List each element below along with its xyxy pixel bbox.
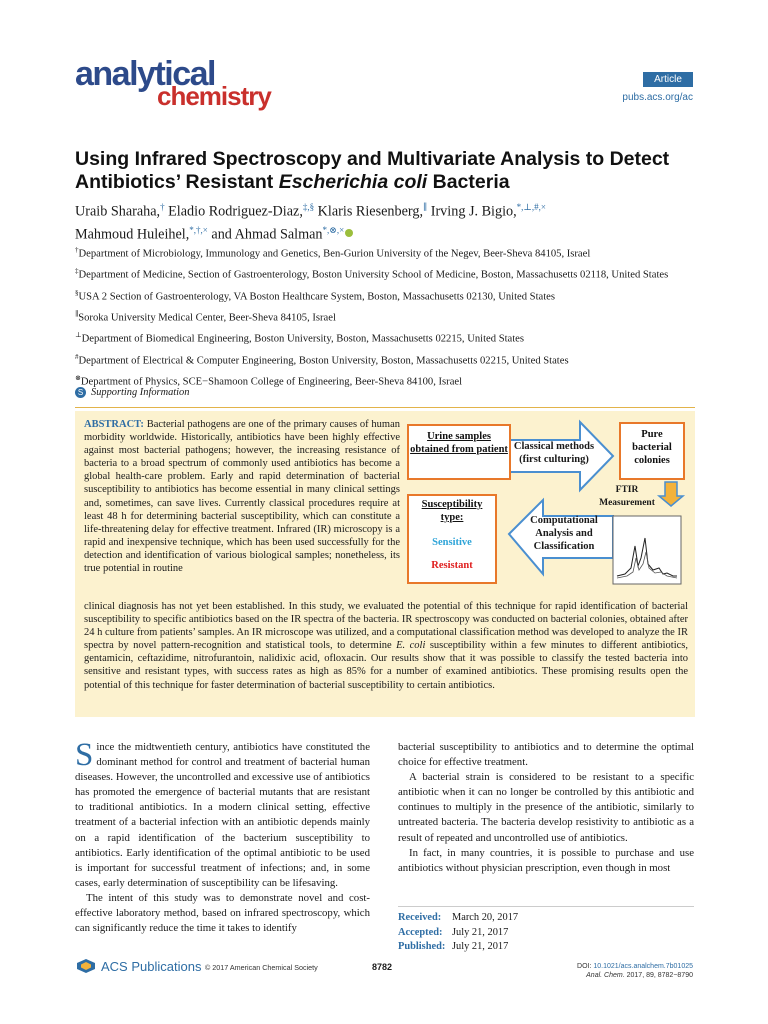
body-column-left: Since the midtwentieth century, antibiotics have constituted the dominant method for control and treatment of bacterial human diseases. However, the uncontrolled and excessive use of antibiotics has promoted the emergence of bacterial mutants that are resistant to traditional antibiotics. In a modern clinical setting, effective treatment of a bacterial infection with an antibiotic depends mainly on a rapid identification of the bacterium susceptibility to antibiotics. Early identification of the optimal antibiotic to be used is important for successful treatment of infections; and, in some cases, early determination of susceptibility can be lifesaving. The intent of this study was to demonstrate novel and cost-effective laboratory method, based on infrared spectroscopy, which can significantly reduce the time it takes to identify — [75, 740, 370, 936]
doi-link[interactable]: 10.1021/acs.analchem.7b01025 — [593, 963, 693, 970]
author[interactable]: and Ahmad Salman — [211, 226, 323, 243]
author[interactable]: Mahmoud Huleihel, — [75, 226, 190, 243]
logo-chemistry: chemistry — [157, 81, 271, 111]
affiliation: §USA 2 Section of Gastroenterology, VA Boston Healthcare System, Boston, Massachusetts 02130, United States — [75, 288, 555, 303]
abstract-text-bottom: clinical diagnosis has not yet been established. In this study, we evaluated the potential of this technique for rapid identification of bacterial susceptibility to specific antibiotics based on the IR spectra of the bacteria. IR spectroscopy was conducted on bacterial colonies, obtained after 24 h culture from patients’ samples. An IR microscope was utilized, and a computational classification method was developed to analyze the IR spectra by novel pattern-recognition and statistical tools, to determine E. coli susceptibility within a few minutes to different antibiotics, gentamicin, ceftazidime, nitrofurantoin, nalidixic acid, ofloxacin. Our results show that it was possible to classify the tested bacteria into sensitive and resistant types, with success rates as high as 85% for a number of examined antibiotics. These promising results open the potential of this technique for faster determination of bacterial susceptibility to certain antibiotics. — [84, 601, 688, 691]
affiliation: #Department of Electrical & Computer Engineering, Boston University, Boston, Massachusetts 02215, United States — [75, 352, 569, 367]
doi-citation: DOI: 10.1021/acs.analchem.7b01025 Anal. Chem. 2017, 89, 8782−8790 — [577, 963, 693, 979]
pure-colonies-box: Pure bacterial colonies — [619, 422, 685, 480]
page-number: 8782 — [372, 962, 393, 972]
journal-logo — [75, 57, 290, 112]
author[interactable]: Eladio Rodriguez-Diaz, — [168, 203, 303, 220]
author[interactable]: Irving J. Bigio, — [430, 203, 517, 220]
author[interactable]: Klaris Riesenberg, — [317, 203, 424, 220]
toc-graphic — [405, 418, 689, 588]
classical-methods-label: Classical methods (first culturing) — [513, 441, 595, 465]
orcid-icon[interactable] — [345, 229, 353, 237]
article-title: Using Infrared Spectroscopy and Multivariate Analysis to Detect Antibiotics’ Resistant Escherichia coli Bacteria — [75, 148, 670, 193]
affiliation: †Department of Microbiology, Immunology and Genetics, Ben-Gurion University of the Negev, Beer-Sheva 84105, Israel — [75, 246, 591, 260]
susceptibility-box: Susceptibility type: Sensitive Resistant — [407, 494, 497, 584]
acs-publications-logo[interactable]: ACS Publications — [75, 958, 201, 974]
drop-cap: S — [75, 737, 94, 773]
resistant-label: Resistant — [431, 560, 473, 571]
sensitive-label: Sensitive — [432, 537, 472, 548]
publication-dates: Received: March 20, 2017 Accepted: July 21, 2017 Published: July 21, 2017 — [398, 906, 694, 955]
paragraph: A bacterial strain is considered to be resistant to a specific antibiotic when it can no longer be controlled by this antibiotic and continues to multiply in the presence of the antibiotic, similarly to untreated bacteria. The bacteria develop resistivity to antibiotic as a result of repeated and uncontrolled use of antibiotics. — [398, 771, 694, 844]
urine-samples-box: Urine samples obtained from patient — [407, 424, 511, 480]
journal-url-link[interactable]: pubs.acs.org/ac — [622, 92, 693, 103]
body-column-right — [398, 740, 694, 876]
supporting-info-icon: S — [75, 387, 86, 398]
author-list: Uraib Sharaha,† Eladio Rodriguez-Diaz,‡,§ Klaris Riesenberg,∥ Irving J. Bigio,*,⊥,#,× Mahmoud Huleihel,*,†,× and Ahmad Salman*,⊗,× — [75, 202, 546, 243]
paragraph: The intent of this study was to demonstrate novel and cost-effective laboratory method, based on infrared spectroscopy, which can significantly reduce the time it takes to identify — [75, 891, 370, 935]
affiliation: ∥Soroka University Medical Center, Beer-Sheva 84105, Israel — [75, 309, 336, 324]
abstract-label: ABSTRACT: — [84, 419, 144, 430]
copyright: © 2017 American Chemical Society — [205, 963, 318, 972]
computational-label: Computational Analysis and Classification — [530, 515, 598, 552]
affiliation: ⊗Department of Physics, SCE−Shamoon College of Engineering, Beer-Sheva 84100, Israel — [75, 373, 463, 388]
divider — [75, 407, 695, 408]
logo-analytical: analytical — [75, 55, 215, 93]
supporting-information-link[interactable]: S Supporting Information — [75, 387, 189, 398]
affiliations — [75, 242, 697, 391]
affiliation: ⊥Department of Biomedical Engineering, Boston University, Boston, Massachusetts 02215, United States — [75, 331, 525, 345]
paragraph: In fact, in many countries, it is possible to purchase and use antibiotics without physician prescription, even though in most — [398, 846, 694, 874]
acs-hexagon-icon — [75, 958, 97, 974]
affiliation: ‡Department of Medicine, Section of Gastroenterology, Boston University School of Medicine, Boston, Massachusetts 02118, United States — [75, 267, 669, 281]
article-type-badge: Article — [643, 72, 693, 87]
paragraph: bacterial susceptibility to antibiotics and to determine the optimal choice for effective treatment. — [398, 741, 694, 769]
ftir-label: FTIR Measurement — [599, 485, 655, 508]
abstract-text-top: ABSTRACT: Bacterial pathogens are one of the primary causes of human morbidity worldwide. Historically, antibiotics have been highly effective against most bacterial pathogens; however, the increasing resistance of bacteria to a broad spectrum of commonly used antibiotics has become a global health-care problem. Early and rapid determination of bacterial susceptibility to antibiotics has become essential in many clinical settings and, sometimes, can save lives. Currently classical procedures require at least 48 h for determining bacterial susceptibility, which can constitute a life-threatening delay for effective treatment. Infrared (IR) microscopy is a rapid and inexpensive technique, which has been used successfully for the detection and identification of various biological samples; nonetheless, its true potential in routine — [84, 419, 400, 575]
author[interactable]: Uraib Sharaha, — [75, 203, 161, 220]
